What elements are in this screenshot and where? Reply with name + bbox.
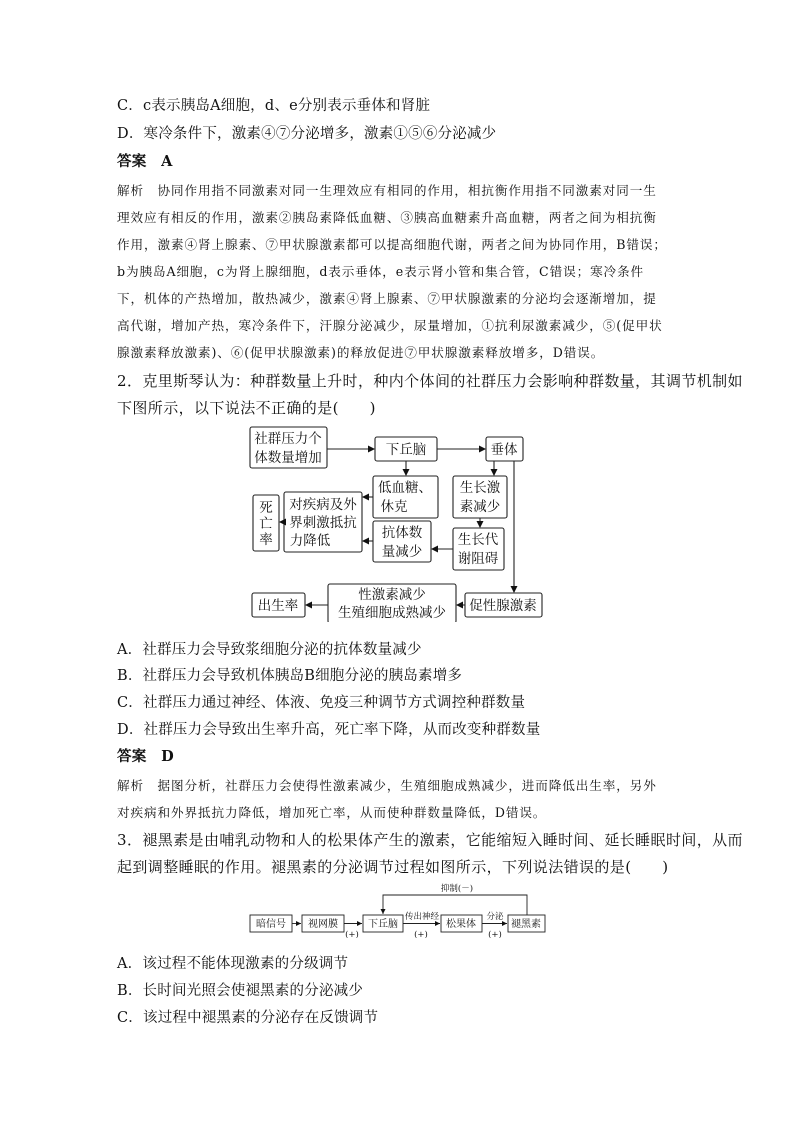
q2-option-c: C．社群压力通过神经、体液、免疫三种调节方式调控种群数量: [117, 695, 526, 711]
birth-rate-label: 出生率: [257, 598, 299, 614]
social-pressure-label: 体数量增加: [254, 450, 322, 466]
sex-hormone-label: 性激素减少: [358, 587, 426, 603]
death-rate-label: 亡: [259, 516, 273, 532]
social-pressure-label: 社群压力个: [254, 431, 322, 447]
q2-analysis-line: 解析 据图分析，社群压力会使得性激素减少，生殖细胞成熟减少，进而降低出生率，另外: [117, 778, 657, 793]
inhibit-label: 抑制(－): [440, 884, 474, 894]
q1-answer: 答案 A: [117, 153, 173, 170]
resistance-label: 对疾病及外: [289, 497, 357, 513]
antibody-label: 量减少: [381, 544, 423, 560]
melatonin-label: 褪黑素: [511, 919, 541, 930]
q3-stem-line: 3．褪黑素是由哺乳动物和人的松果体产生的激素，它能缩短入睡时间、延长睡眠时间，从而: [117, 831, 743, 849]
gonadotropin-label: 促性腺激素: [469, 598, 537, 614]
q1-analysis-line: 理效应有相反的作用，激素②胰岛素降低血糖、③胰高血糖素升高血糖，两者之间为相抗衡: [117, 210, 657, 225]
dark-signal-label: 暗信号: [256, 919, 286, 930]
pituitary-label: 垂体: [490, 442, 518, 458]
death-rate-label: 率: [259, 532, 273, 548]
q1-analysis-line: 解析 协同作用指不同激素对同一生理效应有相同的作用，相抗衡作用指不同激素对同一生: [117, 183, 657, 198]
q3-stem-line: 起到调整睡眠的作用。褪黑素的分泌调节过程如图所示，下列说法错误的是( ): [117, 858, 669, 876]
plus-label: (+): [488, 930, 502, 938]
q3-option-b: B．长时间光照会使褪黑素的分泌减少: [117, 983, 364, 999]
plus-label: (+): [345, 930, 359, 938]
hypothalamus-label: 下丘脑: [385, 442, 427, 458]
secrete-label: 分泌: [486, 912, 504, 922]
hypothalamus-label: 下丘脑: [368, 919, 398, 930]
melatonin-regulation-diagram: [245, 882, 550, 938]
population-regulation-diagram: [240, 420, 550, 622]
resistance-label: 力降低: [289, 533, 331, 549]
q1-option-d: D．寒冷条件下，激素④⑦分泌增多，激素①⑤⑥分泌减少: [117, 126, 497, 142]
q2-stem-line: 2．克里斯琴认为：种群数量上升时，种内个体间的社群压力会影响种群数量，其调节机制如: [117, 372, 743, 390]
q1-analysis-line: b为胰岛A细胞，c为肾上腺细胞，d表示垂体，e表示肾小管和集合管，C错误；寒冷条件: [117, 264, 645, 279]
sex-hormone-label: 生殖细胞成熟减少: [338, 605, 446, 621]
q2-option-d: D．社群压力会导致出生率升高，死亡率下降，从而改变种群数量: [117, 722, 541, 738]
q3-option-c: C．该过程中褪黑素的分泌存在反馈调节: [117, 1010, 379, 1026]
low-blood-sugar-label: 休克: [380, 499, 408, 515]
efferent-nerve-label: 传出神经: [404, 912, 440, 922]
pineal-label: 松果体: [446, 919, 476, 930]
resistance-label: 界刺激抵抗: [289, 515, 357, 531]
growth-hormone-label: 素减少: [459, 499, 501, 515]
q1-analysis-line: 腺激素释放激素)、⑥(促甲状腺激素)的释放促进⑦甲状腺激素释放增多，D错误。: [117, 345, 605, 360]
q1-analysis-line: 作用，激素④肾上腺素、⑦甲状腺激素都可以提高细胞代谢，两者之间为协同作用，B错误；: [117, 237, 667, 252]
q1-analysis-line: 高代谢，增加产热，寒冷条件下，汗腺分泌减少，尿量增加，①抗利尿激素减少，⑤(促甲状: [117, 318, 663, 333]
q2-option-a: A．社群压力会导致浆细胞分泌的抗体数量减少: [117, 642, 422, 658]
q1-option-c: C．c表示胰岛A细胞，d、e分别表示垂体和肾脏: [117, 98, 431, 114]
q2-analysis-line: 对疾病和外界抵抗力降低，增加死亡率，从而使种群数量降低，D错误。: [117, 805, 547, 820]
growth-metabolism-label: 生长代: [457, 532, 499, 548]
q2-answer: 答案 D: [117, 748, 174, 765]
q1-analysis-line: 下，机体的产热增加，散热减少，激素④肾上腺素、⑦甲状腺激素的分泌均会逐渐增加，提: [117, 291, 657, 306]
antibody-label: 抗体数: [381, 525, 423, 541]
growth-metabolism-label: 谢阻碍: [457, 551, 499, 567]
q2-option-b: B．社群压力会导致机体胰岛B细胞分泌的胰岛素增多: [117, 668, 463, 684]
death-rate-label: 死: [259, 500, 273, 516]
retina-label: 视网膜: [308, 919, 338, 930]
q2-stem-line: 下图所示，以下说法不正确的是( ): [117, 399, 376, 417]
low-blood-sugar-label: 低血糖、: [378, 480, 432, 496]
growth-hormone-label: 生长激: [459, 480, 501, 496]
plus-label: (+): [414, 930, 428, 938]
q3-option-a: A．该过程不能体现激素的分级调节: [117, 956, 349, 972]
